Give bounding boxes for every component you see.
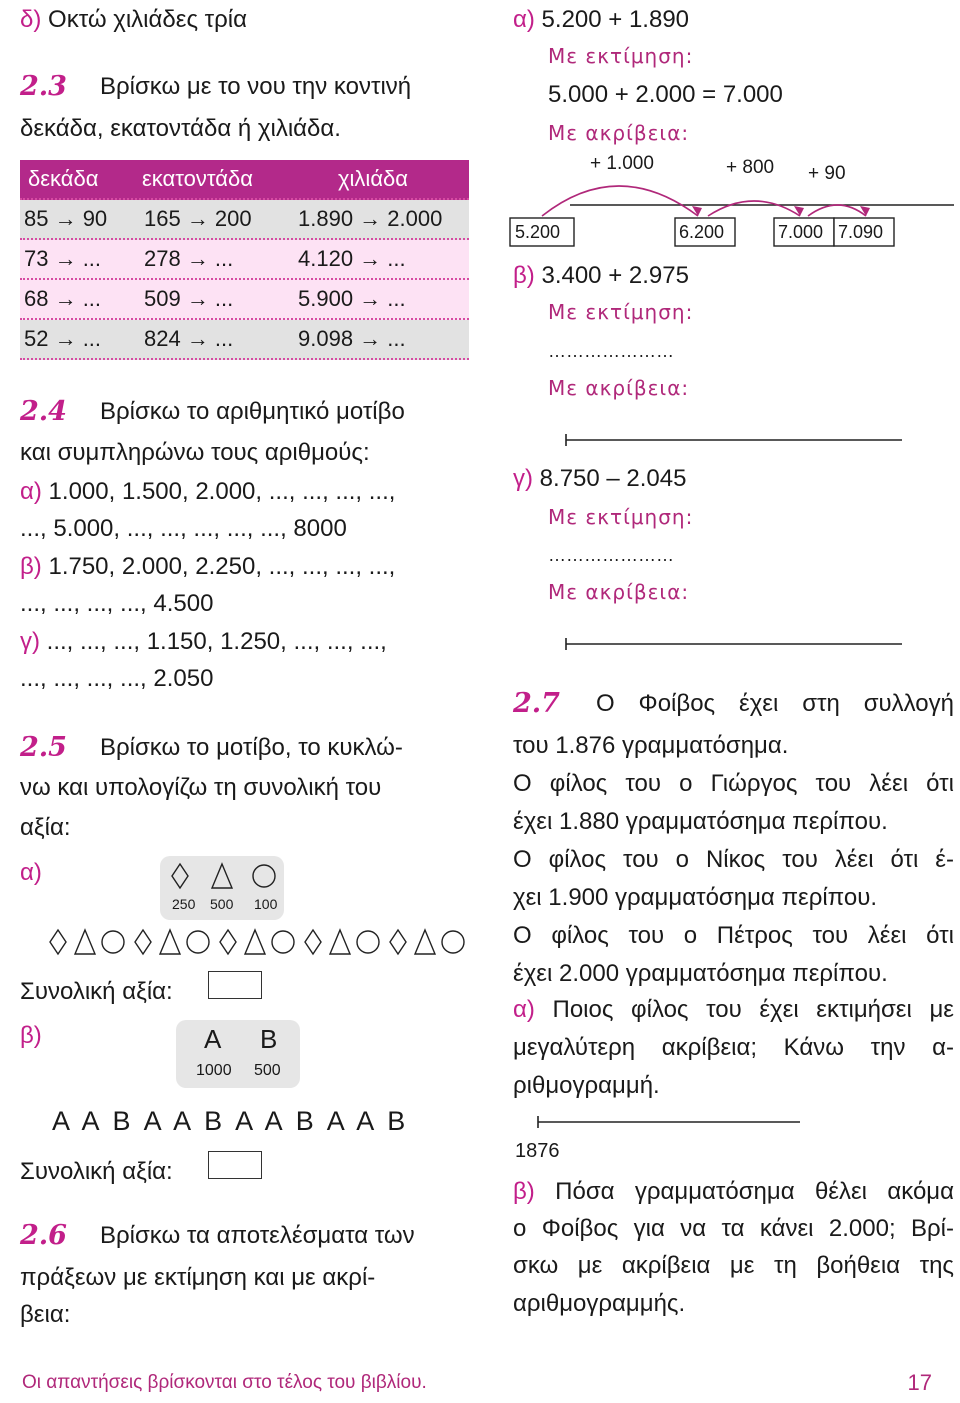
exercise-text: Ο φίλος του ο Πέτρος του λέει ότι (513, 922, 954, 949)
jump-arc (542, 186, 698, 216)
column-header: εκατοντάδα (142, 166, 253, 191)
legend-letter: Β (260, 1024, 278, 1054)
shape-sequence (40, 926, 470, 958)
diamond-icon (390, 930, 406, 954)
item-label: β) (20, 1022, 42, 1049)
shape-legend (160, 856, 284, 920)
exercise-number: 2.3 (20, 71, 67, 102)
answer-box[interactable] (208, 1151, 262, 1179)
answer-box[interactable] (208, 971, 262, 999)
circle-icon (272, 931, 294, 953)
pattern-sequence: 1.750, 2.000, 2.250, ..., ..., ..., ..., (48, 553, 396, 580)
circle-icon (442, 931, 464, 953)
accuracy-label: Με ακρίβεια: (548, 580, 690, 604)
legend-letter: Α (204, 1024, 222, 1054)
circle-icon (102, 931, 124, 953)
accuracy-label: Με ακρίβεια: (548, 121, 690, 145)
letter-legend (176, 1020, 300, 1088)
pattern-line (20, 552, 395, 582)
exercise-text: Βρίσκω τα αποτελέσματα των (100, 1222, 415, 1249)
diamond-icon (172, 864, 188, 888)
jump-label: + 90 (808, 163, 846, 184)
triangle-icon (75, 930, 95, 954)
item-label: α) (513, 6, 535, 33)
operation-line (513, 5, 689, 35)
exercise-text: Βρίσκω το μοτίβο, το κυκλώ- (100, 734, 403, 761)
jump-label: + 1.000 (590, 153, 654, 174)
legend-value: 100 (254, 896, 278, 912)
table-cell: 68 → ... (24, 286, 102, 311)
question-line (513, 995, 954, 1025)
answer-dots[interactable]: ………………… (548, 545, 674, 565)
number-line-start: 1876 (515, 1140, 560, 1162)
exercise-number: 2.7 (513, 688, 560, 719)
question-text: ο Φοίβος για να τα κάνει 2.000; Βρί- (513, 1215, 954, 1242)
exercise-text: του 1.876 γραμματόσημα. (513, 732, 789, 759)
pattern-sequence: ..., ..., ..., ..., 4.500 (20, 590, 214, 617)
empty-number-line[interactable] (564, 634, 904, 654)
exercise-text: Βρίσκω με το νου την κοντινή (100, 73, 412, 100)
question-line (513, 1177, 954, 1207)
triangle-icon (330, 930, 350, 954)
exercise-text: έχει 2.000 γραμματόσημα περίπου. (513, 960, 888, 987)
triangle-icon (415, 930, 435, 954)
exercise-text: βεια: (20, 1301, 71, 1328)
jump-arc (808, 205, 866, 216)
diamond-icon (305, 930, 321, 954)
table-cell: 165 → 200 (144, 206, 252, 231)
pattern-line (20, 477, 395, 507)
circle-icon (187, 931, 209, 953)
table-row (20, 240, 469, 280)
diamond-icon (50, 930, 66, 954)
table-cell: 278 → ... (144, 246, 234, 271)
diamond-icon (135, 930, 151, 954)
stamp-number-line[interactable] (536, 1112, 802, 1132)
item-label: β) (513, 262, 535, 289)
table-cell: 85 → 90 (24, 206, 108, 231)
accuracy-label: Με ακρίβεια: (548, 376, 690, 400)
jump-label: + 800 (726, 157, 775, 178)
line-delta (20, 5, 247, 35)
exercise-text: χει 1.900 γραμματόσημα περίπου. (513, 884, 878, 911)
exercise-text: Ο Φοίβος έχει στη συλλογή (596, 690, 954, 717)
table-cell: 4.120 → ... (298, 246, 406, 271)
table-cell: 73 → ... (24, 246, 102, 271)
question-text: ριθμογραμμή. (513, 1072, 660, 1099)
exercise-number: 2.6 (20, 1220, 67, 1251)
question-text: αριθμογραμμής. (513, 1290, 686, 1317)
table-row (20, 280, 469, 320)
table-cell: 52 → ... (24, 326, 102, 351)
table-cell: 1.890 → 2.000 (298, 206, 443, 231)
circle-icon (253, 865, 275, 887)
operation-line (513, 261, 689, 291)
item-text: Οκτώ χιλιάδες τρία (48, 6, 248, 33)
question-text: Ποιος φίλος του έχει εκτιμήσει με (552, 996, 954, 1023)
legend-value: 1000 (196, 1062, 232, 1079)
empty-number-line[interactable] (564, 430, 904, 450)
triangle-icon (245, 930, 265, 954)
legend-value: 500 (254, 1062, 281, 1079)
answer-dots[interactable]: ………………… (548, 341, 674, 361)
item-label: α) (20, 859, 42, 886)
table-row (20, 320, 469, 360)
exercise-text: και συμπληρώνω τους αριθμούς: (20, 439, 370, 466)
table-cell: 5.900 → ... (298, 286, 406, 311)
estimate-label: Με εκτίμηση: (548, 505, 694, 529)
point-label: 7.000 (778, 222, 824, 242)
item-label: γ) (513, 465, 533, 492)
page-number: 17 (907, 1370, 932, 1395)
estimate-label: Με εκτίμηση: (548, 300, 694, 324)
column-header: δεκάδα (28, 166, 99, 191)
operation: 8.750 – 2.045 (539, 465, 687, 492)
table-row (20, 200, 469, 240)
estimate-value: 5.000 + 2.000 = 7.000 (548, 81, 783, 108)
table-cell: 824 → ... (144, 326, 234, 351)
pattern-sequence: 1.000, 1.500, 2.000, ..., ..., ..., ..., (48, 478, 396, 505)
letter-sequence: Α Α Β Α Α Β Α Α Β Α Α Β (52, 1106, 407, 1136)
table-header-row (20, 160, 469, 200)
pattern-sequence: ..., ..., ..., 1.150, 1.250, ..., ..., ..., (46, 628, 387, 655)
question-text: σκω με ακρίβεια με τη βοήθεια της (513, 1252, 954, 1279)
item-label: α) (20, 478, 42, 505)
operation: 3.400 + 2.975 (541, 262, 689, 289)
pattern-sequence: ..., 5.000, ..., ..., ..., ..., ..., 8000 (20, 515, 347, 542)
exercise-number: 2.4 (20, 396, 67, 427)
legend-value: 250 (172, 896, 196, 912)
exercise-text: έχει 1.880 γραμματόσημα περίπου. (513, 808, 888, 835)
column-header: χιλιάδα (338, 166, 409, 191)
point-label: 6.200 (679, 222, 725, 242)
exercise-text: αξία: (20, 814, 71, 841)
exercise-text: δεκάδα, εκατοντάδα ή χιλιάδα. (20, 115, 341, 142)
pattern-sequence: ..., ..., ..., ..., 2.050 (20, 665, 214, 692)
footer-note: Οι απαντήσεις βρίσκονται στο τέλος του βιβλίου. (22, 1372, 427, 1393)
item-label: δ) (20, 6, 42, 33)
question-text: Πόσα γραμματόσημα θέλει ακόμα (555, 1178, 954, 1205)
question-text: μεγαλύτερη ακρίβεια; Κάνω την α- (513, 1034, 954, 1061)
exercise-text: Ο φίλος του ο Γιώργος του λέει ότι (513, 770, 954, 797)
item-label: α) (513, 996, 535, 1023)
item-label: γ) (20, 628, 40, 655)
total-value-label: Συνολική αξία: (20, 1158, 173, 1185)
estimate-label: Με εκτίμηση: (548, 44, 694, 68)
jump-arc (708, 201, 800, 216)
legend-value: 500 (210, 896, 234, 912)
diamond-icon (220, 930, 236, 954)
exercise-text: νω και υπολογίζω τη συνολική του (20, 774, 382, 801)
exercise-number: 2.5 (20, 732, 67, 763)
point-label: 5.200 (515, 222, 561, 242)
triangle-icon (160, 930, 180, 954)
point-label: 7.090 (838, 222, 884, 242)
table-cell: 509 → ... (144, 286, 234, 311)
operation-line (513, 464, 686, 494)
item-label: β) (513, 1178, 535, 1205)
circle-icon (357, 931, 379, 953)
item-label: β) (20, 553, 42, 580)
exercise-text: Βρίσκω το αριθμητικό μοτίβο (100, 398, 405, 425)
operation: 5.200 + 1.890 (541, 6, 690, 33)
pattern-line (20, 627, 387, 657)
total-value-label: Συνολική αξία: (20, 978, 173, 1005)
table-cell: 9.098 → ... (298, 326, 406, 351)
triangle-icon (212, 864, 232, 888)
exercise-text: Ο φίλος του ο Νίκος του λέει ότι έ- (513, 846, 954, 873)
exercise-text: πράξεων με εκτίμηση και με ακρί- (20, 1264, 376, 1291)
